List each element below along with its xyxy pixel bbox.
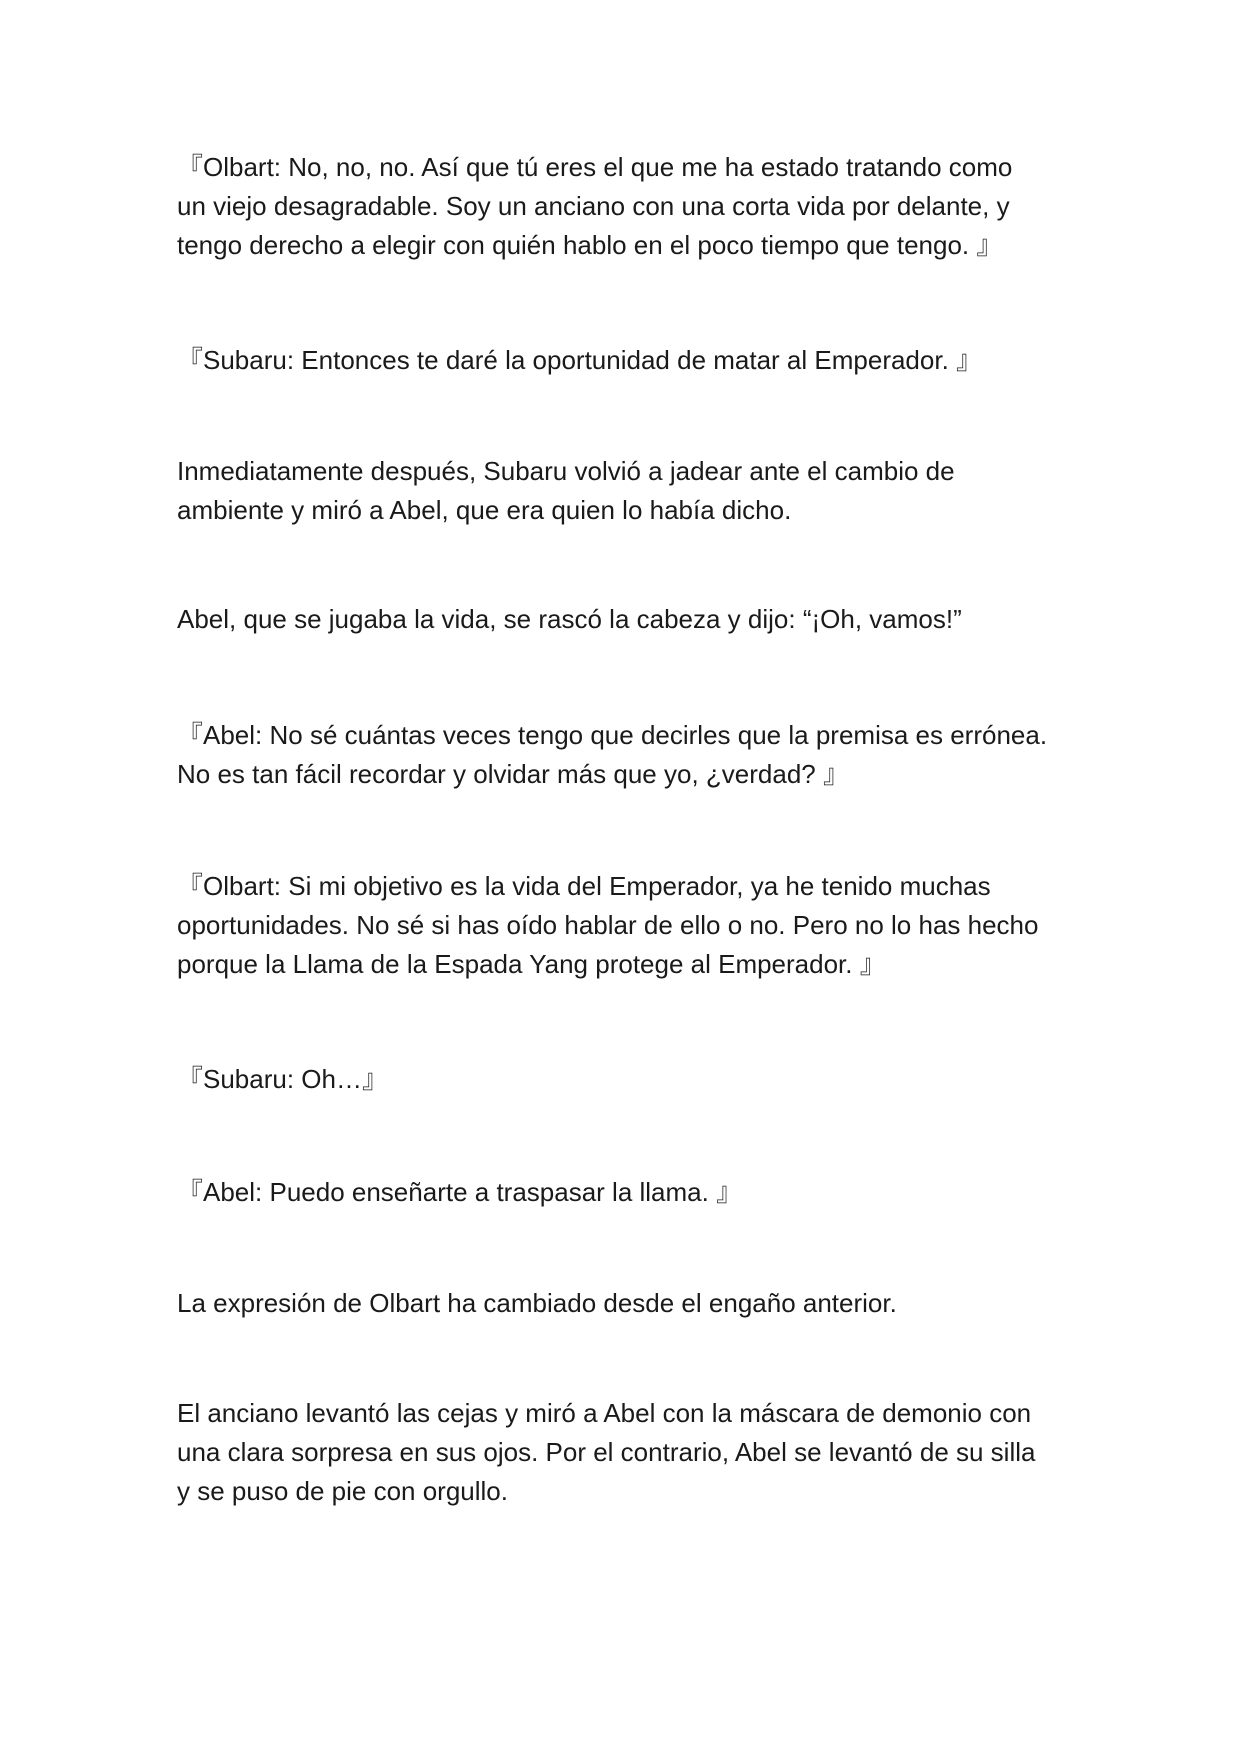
text-line: 『Olbart: Si mi objetivo es la vida del Emperador, ya he tenido muchas (177, 871, 991, 901)
text-line: ambiente y miró a Abel, que era quien lo había dicho. (177, 495, 792, 525)
text-line: 『Subaru: Entonces te daré la oportunidad de matar al Emperador. 』 (177, 345, 983, 375)
text-line: Inmediatamente después, Subaru volvió a jadear ante el cambio de (177, 456, 955, 486)
paragraph-abel-dialogue-2 (177, 1173, 1077, 1212)
paragraph-narration-1 (177, 452, 1077, 530)
paragraph-subaru-dialogue-2 (177, 1060, 1077, 1099)
text-line: oportunidades. No sé si has oído hablar de ello o no. Pero no lo has hecho (177, 910, 1039, 940)
paragraph-narration-3 (177, 1284, 1077, 1323)
paragraph-olbart-dialogue-1 (177, 148, 1077, 265)
text-line: La expresión de Olbart ha cambiado desde el engaño anterior. (177, 1288, 897, 1318)
text-line: tengo derecho a elegir con quién hablo en el poco tiempo que tengo. 』 (177, 230, 1003, 260)
paragraph-subaru-dialogue-1 (177, 341, 1077, 380)
paragraph-narration-2 (177, 600, 1077, 639)
text-line: 『Abel: No sé cuántas veces tengo que decirles que la premisa es errónea. (177, 720, 1048, 750)
text-line: No es tan fácil recordar y olvidar más que yo, ¿verdad? 』 (177, 759, 849, 789)
text-line: 『Subaru: Oh…』 (177, 1064, 388, 1094)
paragraph-narration-4 (177, 1394, 1077, 1511)
text-line: un viejo desagradable. Soy un anciano con una corta vida por delante, y (177, 191, 1010, 221)
paragraph-abel-dialogue-1 (177, 716, 1077, 794)
text-line: porque la Llama de la Espada Yang protege al Emperador. 』 (177, 949, 886, 979)
text-line: y se puso de pie con orgullo. (177, 1476, 508, 1506)
text-line: 『Olbart: No, no, no. Así que tú eres el que me ha estado tratando como (177, 152, 1013, 182)
text-line: 『Abel: Puedo enseñarte a traspasar la llama. 』 (177, 1177, 743, 1207)
paragraph-olbart-dialogue-2 (177, 867, 1077, 984)
text-line: El anciano levantó las cejas y miró a Abel con la máscara de demonio con (177, 1398, 1032, 1428)
text-line: Abel, que se jugaba la vida, se rascó la cabeza y dijo: “¡Oh, vamos!” (177, 604, 962, 634)
text-line: una clara sorpresa en sus ojos. Por el contrario, Abel se levantó de su silla (177, 1437, 1036, 1467)
